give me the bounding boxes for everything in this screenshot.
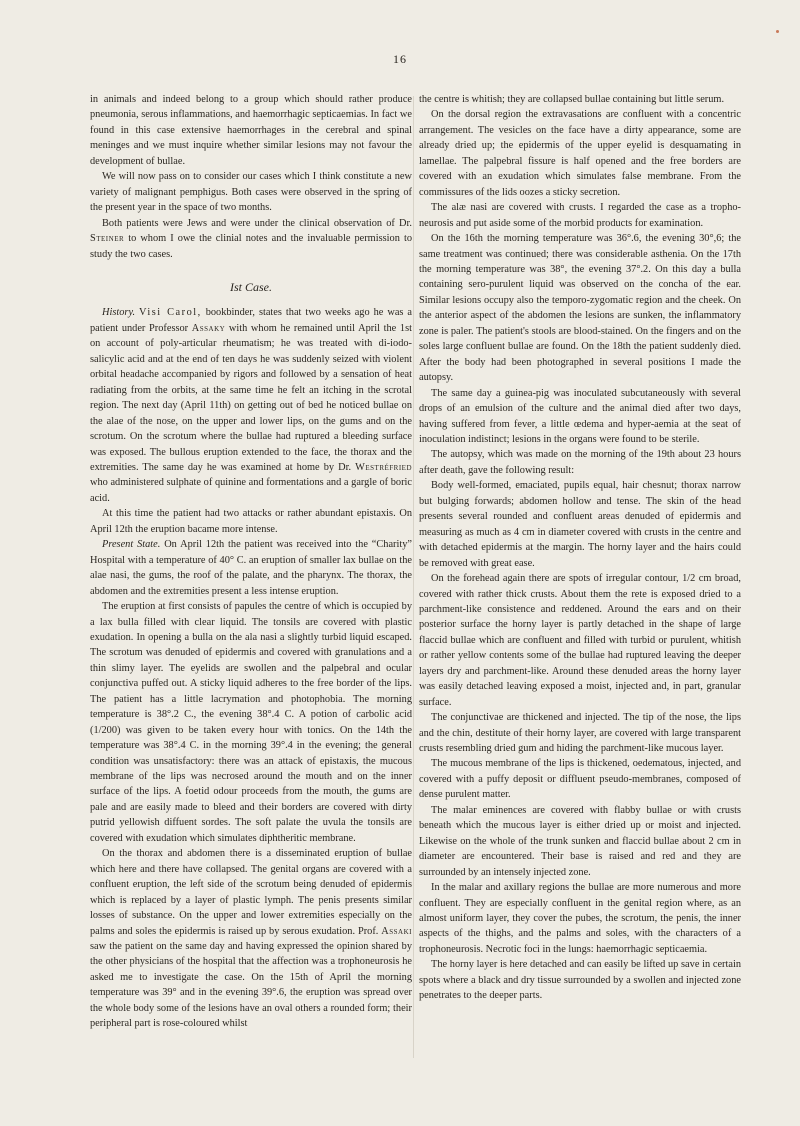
text-run: bookbinder, states that two weeks ago he was a patient under Professor (90, 307, 413, 334)
paragraph: Body well-formed, emaciated, pupils equal, hair chesnut; thorax narrow but bulging forwards; abdomen hollow and tense. The skin of the head presents several rounded and confluent areas denuded of epidermis and measuring as much as 4 cm in diameter covered with crusts in the centre and with detached epidermis at the margin. The horny layer and the hairs could be removed with great ease. (419, 480, 741, 569)
decorative-mark (776, 30, 779, 33)
paragraph: On the forehead again there are spots of irregular contour, 1/2 cm broad, covered with rather thick crusts. About them the rete is exposed dried to a parchment-like consistence and reddened. Around the ears and on their posterior surface the horny layer is partly detached in the shape of large flaccid bullae which are confluent and filled with turbid or purulent, whitish or rather yellow contents some of the bullae had ruptured leaving the deeper layers dry and parchment-like. Around these denuded areas the horny layer was easily detached leaving exposed a moist, injected and, in part, granular surface. (419, 573, 741, 708)
paragraph: The mucous membrane of the lips is thickened, oedematous, injected, and covered with a puffy deposit or diffluent pseudo-membranes, composed of dense purulent matter. (419, 758, 741, 801)
person-name: Westréfried (355, 461, 413, 473)
paragraph: On the 16th the morning temperature was 36°.6, the evening 30°,6; the same treatment was continued; there was considerable asthenia. On the 17th the morning temperature was 38°, the evening 37°.2. On this day a bulla containing sero-purulent liquid was observed on the concha of the ear. Similar lesions occupy also the temporo-zygomatic region and the cheek. On the anterior aspect of the abdomen the lesions are sunken, the inflammatory zone is paler. The patient's stools are blood-stained. On the fingers and on the soles large confluent bullae are found. On the 18th the patient suddenly died. After the body had been photographed in several positions I made the autopsy. (419, 233, 741, 384)
text-run: with whom he remained until April the 1st on account of poly-articular rheumatism; he was treated with di-iodo-salicylic acid and at the end of ten days he was suddenly seized with violent orbital headache accompanied by rigors and followed by a sensation of heat radiating from the orbits, at the same time he felt an itching in the scrotal region. The next day (April 11th) on getting out of bed he noticed bullae on the alae of the nose, on the upper and lower lips, on the gums and on the scrotum. On the scrotum where the bullae had ruptured a bleeding surface was exposed. The bullous eruption extended to the face, the thorax and the extremities. The same day he was examined at home by Dr. (90, 322, 412, 473)
text-run: to whom I owe the clinial notes and the invaluable permission to study the two cases. (90, 233, 412, 260)
paragraph: The conjunctivae are thickened and injected. The tip of the nose, the lips and the chin, destitute of their horny layer, are covered with large transparent crusts resembling dried gum and hiding the parchment-like mucous layer. (419, 712, 741, 755)
paragraph: We will now pass on to consider our cases which I think constitute a new variety of malignant pemphigus. Both cases were observed in the spring of the present year in the space of two months. (90, 171, 412, 214)
patient-name: Visi Carol, (139, 307, 202, 319)
paragraph: On the dorsal region the extravasations are confluent with a concentric arrangement. The vesicles on the face have a dirty appearance, some are already dried up; the epidermis of the upper eyelid is desquamating in lamellae. The palpebral fissure is half opened and the free borders are covered with an exudation which simulates false membrane. From the commissures of the lids oozes a sticky secretion. (419, 109, 741, 198)
right-column (419, 92, 741, 1004)
paragraph: The autopsy, which was made on the morning of the 19th about 23 hours after death, gave the following result: (419, 449, 741, 476)
column-divider (413, 96, 414, 1058)
paragraph: the centre is whitish; they are collapsed bullae containing but little serum. (419, 94, 725, 105)
text-run: saw the patient on the same day and having expressed the opinion shared by the other physicians of the hospital that the affection was a trophoneurosis he asked me to investigate the case. On the 15th of April the morning temperature was 39° and in the evening 39°.6, the eruption was spread over the whole body some of the lesions have an oval others a rounded form; their peripheral part is rose-coloured whilst (90, 941, 412, 1030)
text-run: who administered sulphate of quinine and formentations and a gargle of boric acid. (90, 477, 412, 504)
paragraph: The malar eminences are covered with flabby bullae or with crusts beneath which the mucous layer is either dried up or moist and injected. Likewise on the whole of the trunk sunken and flaccid bullae about 2 cm in diameter are encountered. Their base is raised and red and they are surrounded by an intensely injected zone. (419, 804, 741, 878)
paragraph: The same day a guinea-pig was inoculated subcutaneously with several drops of an emulsion of the culture and the animal died after two days, having suffered from fever, a little œdema and hyper-aemia at the seat of inoculation indistinct; lesions in the organs were found to be sterile. (419, 387, 741, 445)
paragraph (90, 846, 412, 1031)
paragraph: The eruption at first consists of papules the centre of which is occupied by a lax bulla filled with clear liquid. The tonsils are covered with plastic exudation. In opening a bulla on the ala nasi a slightly turbid liquid escaped. The scrotum was denuded of epidermis and covered with granulations and a thin slimy layer. The eyelids are swollen and the palpebral and ocular conjunctiva puffed out. A sticky liquid adheres to the free border of the lips. The patient has a little lacrymation and photophobia. The morning temperature is 38°.2 C., the evening 38°.4 C. A potion of carbolic acid (1/200) was given to be taken every hour with tonics. On the 14th the temperature was 38°.4 C. in the morning 39°.4 in the evening; the general condition was unsatisfactory: there was an attack of epistaxis, the mucous membrane of the lips was necrosed around the mouth and on the inner surface of the lips. A foetid odour proceeds from the mouth, the gums are pale and are easily made to bleed and their borders are covered with dirty putrid yellowish diffuent sordes. The soft palate the uvula the tonsils are covered with exudation which simulates diphtheritic membrane. (90, 601, 412, 844)
paragraph (90, 305, 412, 506)
section-heading: Ist Case. (230, 279, 272, 294)
paragraph (90, 216, 412, 262)
text-run: On April 12th the patient was received into the “Charity” Hospital with a temperature of 40° C. an eruption of smaller lax bullae on the alae nasi, the gums, the roof of the palate, and the pharynx. The thorax, the abdomen and the extremities present a less intense eruption. (90, 539, 412, 597)
text-run: On the thorax and abdomen there is a disseminated eruption of bullae which here and there have collapsed. The genital organs are covered with a confluent eruption, the left side of the scrotum being denuded of epidermis which is replaced by a layer of plastic lymph. The penis presents similar losses of substance. On the upper and lower extremities especially on the palms and soles the epidermis is raised up by serous exudation. Prof. (90, 848, 412, 937)
section-label: Present State. (102, 539, 161, 551)
paragraph: The alæ nasi are covered with crusts. I regarded the case as a tropho-neurosis and put aside some of the morbid products for examination. (419, 202, 741, 229)
paragraph: in animals and indeed belong to a group which should rather produce pneumonia, serous inflammations, and haemorrhagic septicaemias. In fact we found in this case extensive haemorrhages in the cerebral and spinal meninges and we must inquire whether similar lesions may not favour the development of bullae. (90, 94, 412, 167)
page-number: 16 (393, 52, 407, 66)
person-name: Steiner (90, 233, 125, 245)
section-label: History. (102, 307, 136, 319)
person-name: Assaki (381, 925, 412, 937)
left-column (90, 92, 412, 1032)
paragraph: At this time the patient had two attacks or rather abundant epistaxis. On April 12th the eruption bacame more intense. (90, 508, 412, 535)
text-run: Both patients were Jews and were under the clinical observation of Dr. (102, 217, 412, 229)
paragraph: In the malar and axillary regions the bullae are more numerous and more confluent. They are especially confluent in the genital region where, as an almost uniform layer, they cover the pubes, the scrotum, the penis, the inner aspects of the thighs, and the palms and soles, with the characters of a trophoneurosis. Necrotic foci in the lungs: haemorrhagic septicaemia. (419, 882, 741, 955)
paragraph: The horny layer is here detached and can easily be lifted up save in certain spots where a black and dry tissue surrounded by a swollen and injected zone penetrates to the deeper parts. (419, 959, 741, 1002)
person-name: Assaky (191, 322, 226, 334)
paragraph (90, 537, 412, 599)
